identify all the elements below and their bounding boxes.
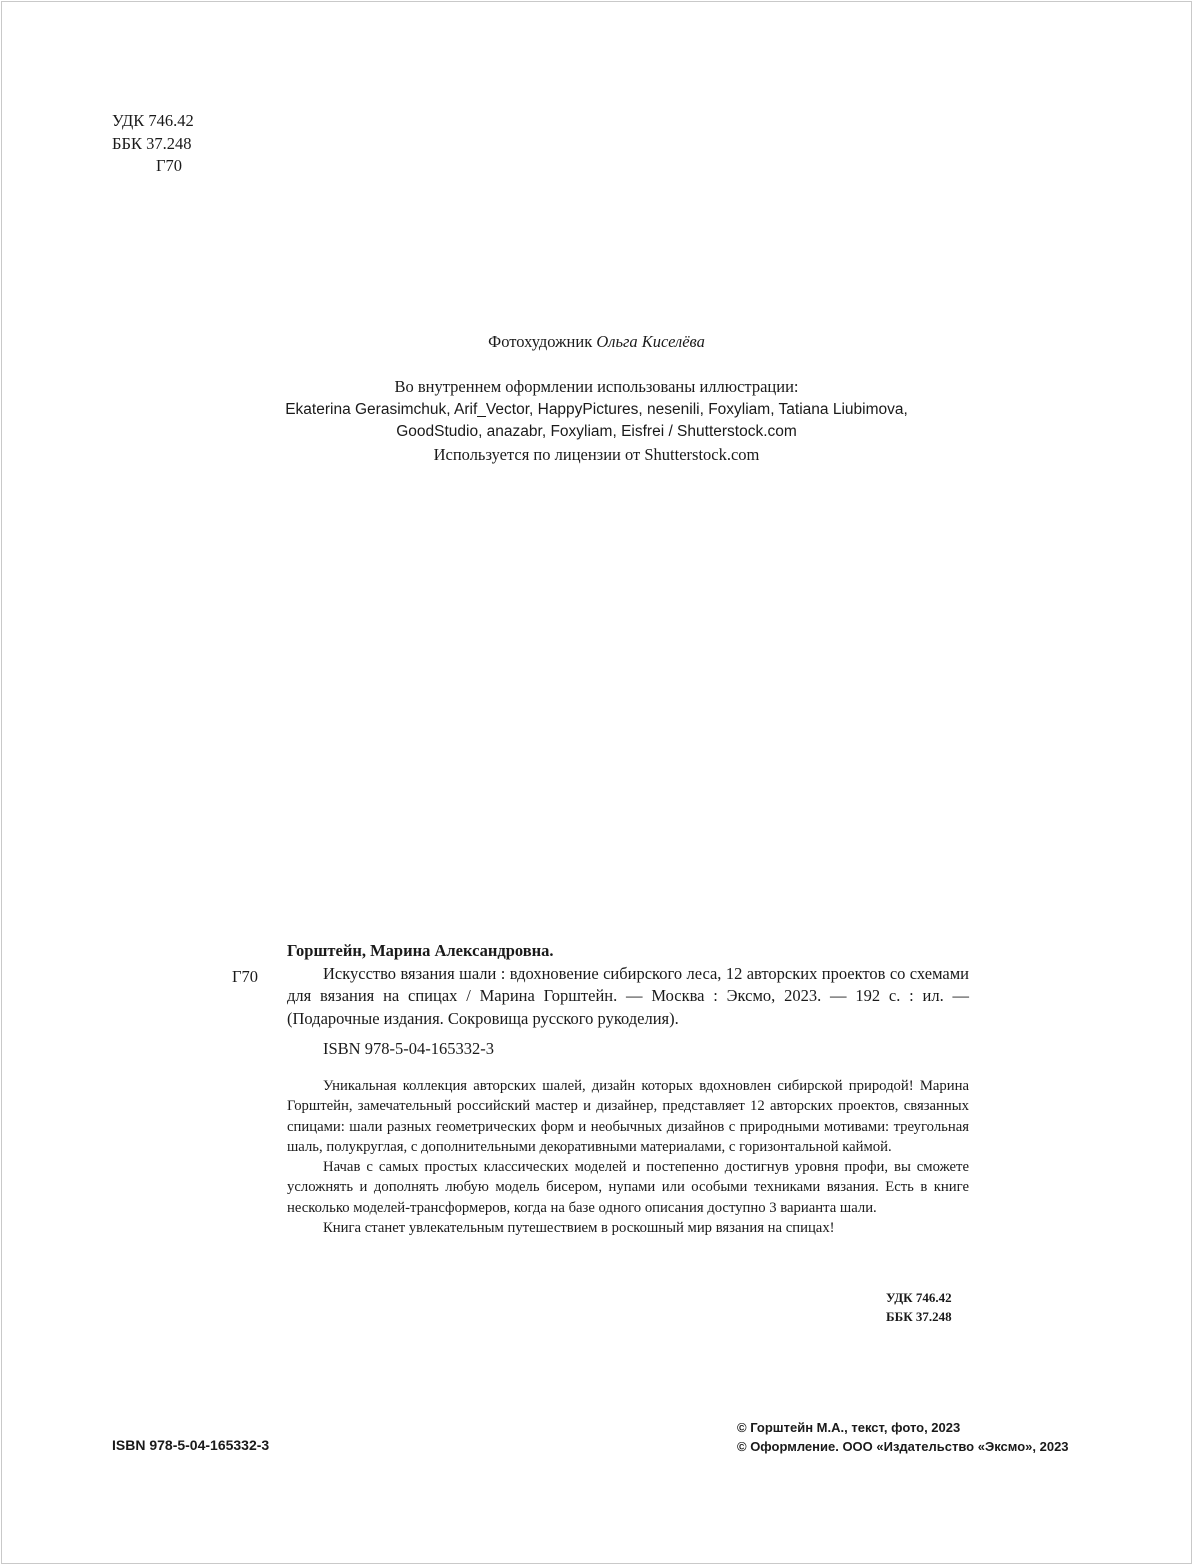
photographer-credit [0,331,1193,354]
copyright-text: © Горштейн М.А., текст, фото, 2023 [737,1420,961,1435]
bib-description: Искусство вязания шали : вдохновение сибирского леса, 12 авторских проектов со схемами для вязания на спицах / Марина Горштейн. — Москва : Эксмо, 2023. — 192 с. : ил. — (Подарочные издания. Сокровища русского рукоделия). [287,963,969,1028]
classification-bottom [886,1288,952,1326]
author-sign: Г70 [156,156,183,175]
footer-isbn: ISBN 978-5-04-165332-3 [112,1437,270,1453]
classification-block [112,110,194,178]
illustrations-intro: Во внутреннем оформлении использованы иллюстрации: [394,377,799,396]
copyright-design: © Оформление. ООО «Издательство «Эксмо», 2023 [737,1439,1069,1454]
bib-author-sign: Г70 [232,967,259,986]
page-border [1,1,1192,1564]
illustrators-line-1: Ekaterina Gerasimchuk, Arif_Vector, HappyPictures, nesenili, Foxyliam, Tatiana Liubimova, [285,400,908,418]
bbk-code-bottom: ББК 37.248 [886,1309,952,1324]
bib-isbn: ISBN 978-5-04-165332-3 [323,1039,494,1058]
bbk-code: ББК 37.248 [112,133,192,153]
copyright-block [737,1418,1069,1456]
annotation-paragraph-1: Уникальная коллекция авторских шалей, дизайн которых вдохновлен сибирской природой! Марина Горштейн, замечательный российский мастер и дизайнер, представляет 12 авторских проектов, связанных спицами: шали разных геометрических форм и необычных дизайнов с природными мотивами: треугольная шаль, полукруглая, с дополнительными декоративными материалами, с горизонтальной каймой. [287,1078,969,1155]
bib-author: Горштейн, Марина Александровна. [287,941,554,960]
illustration-credits [0,376,1193,466]
photographer-name: Ольга Киселёва [596,332,705,351]
illustrators-line-2: GoodStudio, anazabr, Foxyliam, Eisfrei / Shutterstock.com [396,423,797,440]
annotation-paragraph-2: Начав с самых простых классических моделей и постепенно достигнув уровня профи, вы сможете усложнять и дополнять любую модель бисером, нупами или особыми техниками вязания. Есть в книге несколько моделей-трансформеров, когда на базе одного описания доступно 3 варианта шали. [287,1159,969,1216]
photographer-label: Фотохудожник [488,332,593,351]
bibliographic-record [287,940,969,1061]
license-note: Используется по лицензии от Shutterstock.com [433,444,760,464]
annotation [287,1076,969,1238]
udk-code: УДК 746.42 [112,111,194,130]
udk-code-bottom: УДК 746.42 [886,1290,952,1305]
annotation-paragraph-3: Книга станет увлекательным путешествием в роскошный мир вязания на спицах! [323,1220,835,1237]
